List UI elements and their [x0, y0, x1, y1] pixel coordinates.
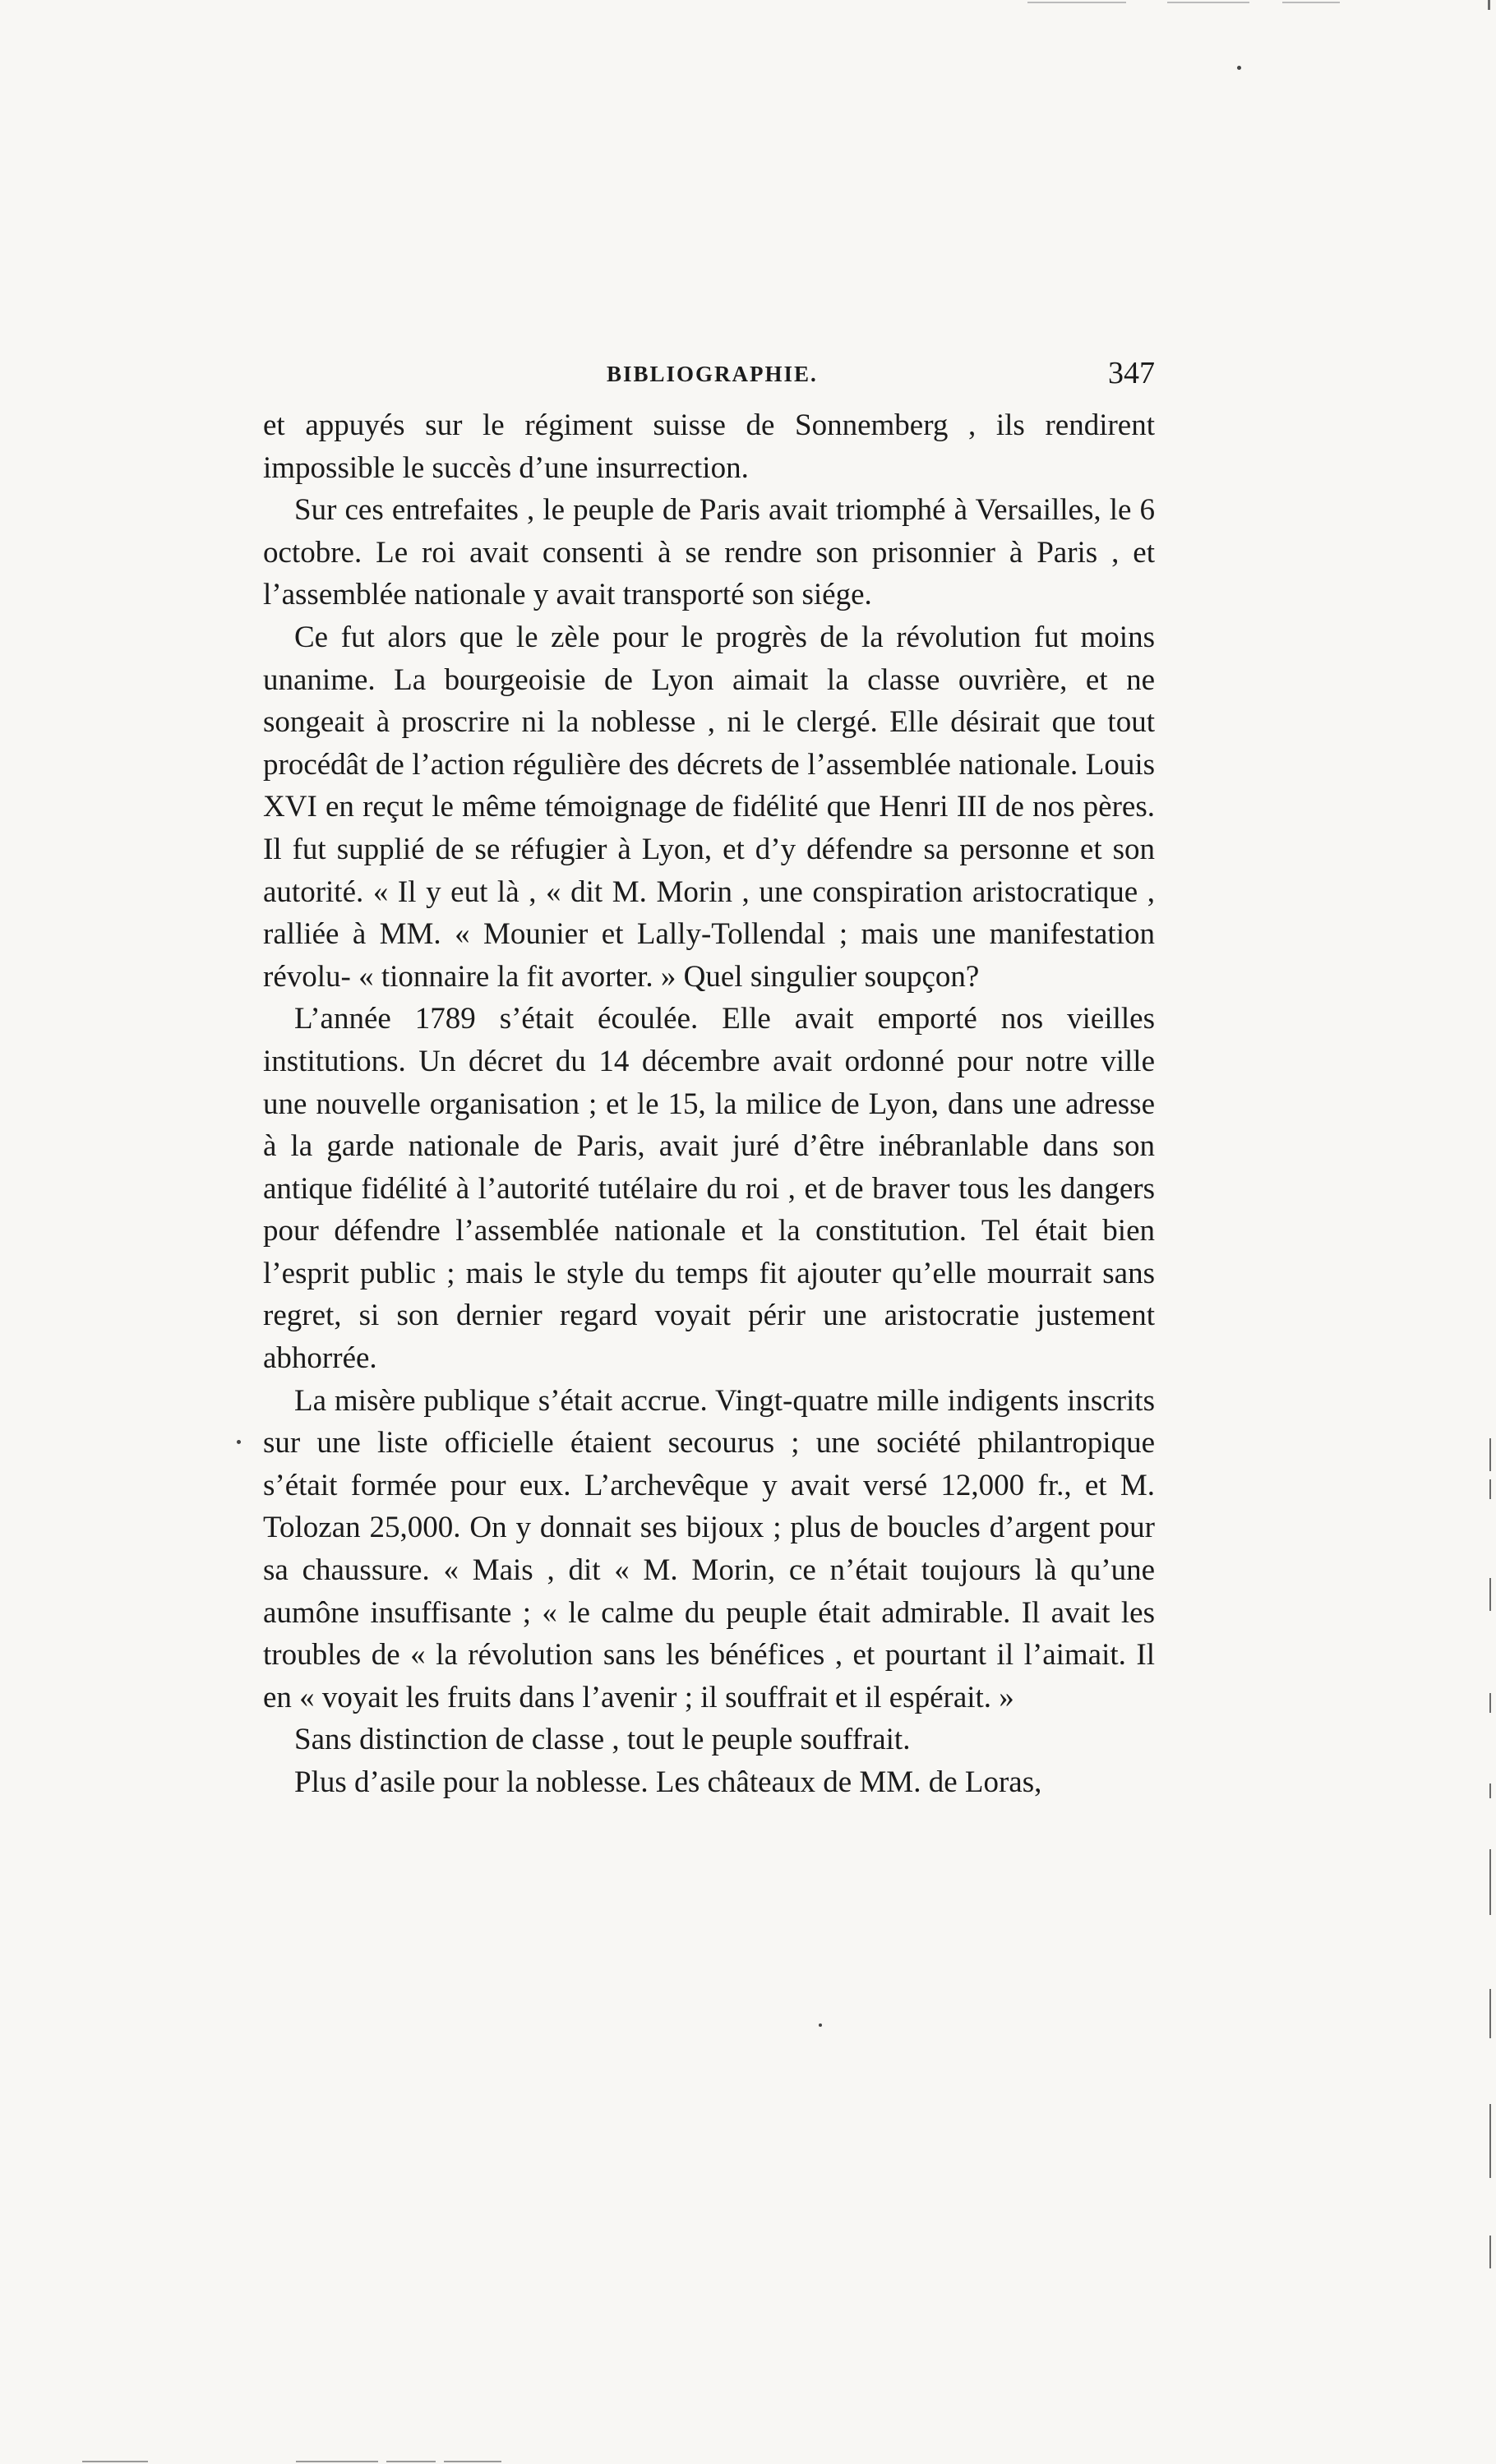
scan-edge-mark — [1489, 1989, 1491, 2038]
paragraph: La misère publique s’était accrue. Vingt-quatre mille indigents inscrits sur une liste officielle étaient secourus ; une société philantropique s’était formée pour eux. L’archevêque y avait versé 12,000 fr., et M. Tolozan 25,000. On y donnait ses bijoux ; plus de boucles d’argent pour sa chaussure. « Mais , dit « M. Morin, ce n’était toujours là qu’une aumône insuffisante ; « le calme du peuple était admirable. Il avait les troubles de « la révolution sans les bénéfices , et pourtant il l’aimait. Il en « voyait les fruits dans l’avenir ; il souffrait et il espérait. » — [263, 1383, 1155, 1714]
scan-edge-mark — [444, 2461, 501, 2462]
scan-edge-mark — [386, 2461, 436, 2462]
paragraph: Plus d’asile pour la noblesse. Les châteaux de MM. de Loras, — [294, 1765, 1042, 1799]
running-title: BIBLIOGRAPHIE. — [607, 362, 818, 386]
scan-edge-mark — [1282, 2, 1340, 3]
scan-speck — [819, 2023, 822, 2027]
scan-edge-mark — [296, 2461, 378, 2462]
scan-edge-mark — [1167, 2, 1249, 3]
scan-edge-mark — [1489, 1578, 1491, 1611]
scan-edge-mark — [1489, 2104, 1491, 2178]
scan-edge-mark — [1489, 1693, 1491, 1713]
scan-edge-mark — [1027, 2, 1126, 3]
scan-edge-mark — [1489, 1438, 1491, 1471]
scan-speck — [1237, 66, 1241, 70]
scan-edge-mark — [82, 2461, 148, 2462]
scan-edge-mark — [1489, 1479, 1491, 1499]
paragraph: Ce fut alors que le zèle pour le progrès de la révolution fut moins unanime. La bourgeoisie de Lyon aimait la classe ouvrière, et ne songeait à proscrire ni la noblesse , ni le clergé. Elle désirait que tout procédât de l’action régulière des décrets de l’assemblée nationale. Louis XVI en reçut le même témoignage de fidélité que Henri III de nos pères. Il fut supplié de se réfugier à Lyon, et d’y défendre sa personne et son autorité. « Il y eut là , « dit M. Morin , une conspiration aristocratique , ralliée à MM. « Mounier et Lally-Tollendal ; mais une manifestation révolu- « tionnaire la fit avorter. » Quel singulier soupçon? — [263, 620, 1155, 994]
scan-edge-mark — [1489, 1849, 1491, 1915]
running-head — [263, 352, 1155, 393]
scan-edge-mark — [1488, 0, 1490, 10]
paragraph: Sans distinction de classe , tout le peuple souffrait. — [294, 1723, 911, 1757]
scan-speck — [237, 1440, 241, 1444]
paragraph: Sur ces entrefaites , le peuple de Paris avait triomphé à Versailles, le 6 octobre. Le roi avait consenti à se rendre son prisonnier à Paris , et l’assemblée nationale y avait transporté son siége. — [263, 493, 1155, 612]
scan-edge-mark — [1489, 1783, 1491, 1798]
page-number: 347 — [1108, 356, 1155, 390]
paragraph: L’année 1789 s’était écoulée. Elle avait emporté nos vieilles institutions. Un décret du 14 décembre avait ordonné pour notre ville une nouvelle organisation ; et le 15, la milice de Lyon, dans une adresse à la garde nationale de Paris, avait juré d’être inébranlable dans son antique fidélité à l’autorité tutélaire du roi , et de braver tous les dangers pour défendre l’assemblée nationale et la constitution. Tel était bien l’esprit public ; mais le style du temps fit ajouter qu’elle mourrait sans regret, si son dernier regard voyait périr une aristocratie justement abhorrée. — [263, 1002, 1155, 1376]
scan-edge-mark — [1489, 2236, 1491, 2268]
paragraph: et appuyés sur le régiment suisse de Sonnemberg , ils rendirent impossible le succès d’une insurrection. — [263, 408, 1155, 485]
body-text — [263, 404, 1155, 1804]
